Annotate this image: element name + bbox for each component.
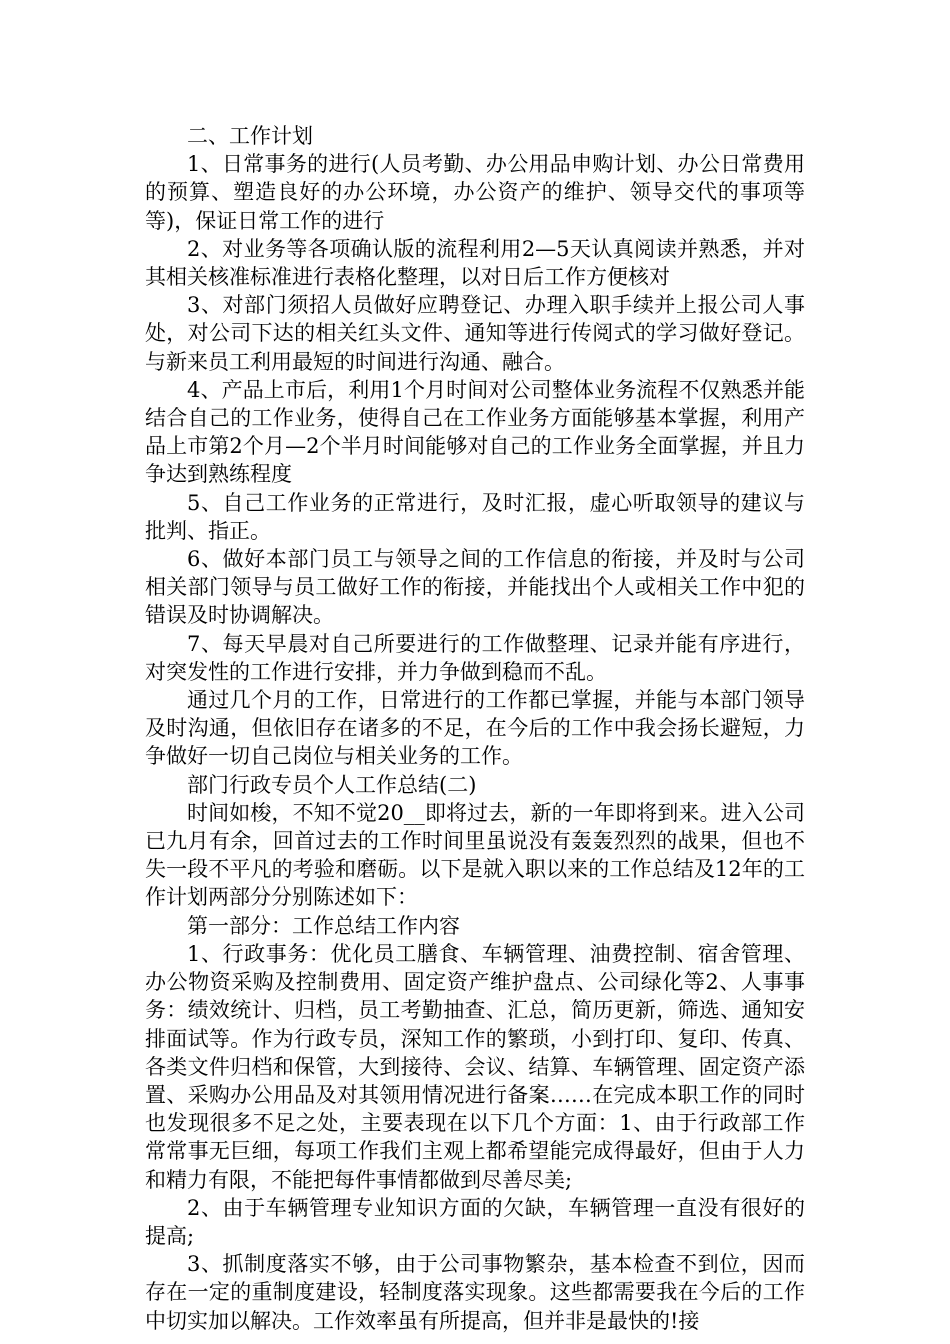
paragraph-plan-item-1: 1、日常事务的进行(人员考勤、办公用品申购计划、办公日常费用的预算、塑造良好的办公环境，办公资产的维护、领导交代的事项等等)，保证日常工作的进行: [145, 152, 805, 233]
paragraph-summary-intro: 时间如梭，不知不觉20__即将过去，新的一年即将到来。进入公司已九月有余，回首过去的工作时间里虽说没有轰轰烈烈的战果，但也不失一段不平凡的考验和磨砺。以下是就入职以来的工作总结及12年的工作计划两部分分别陈述如下：: [145, 800, 805, 910]
paragraph-plan-item-6: 6、做好本部门员工与领导之间的工作信息的衔接，并及时与公司相关部门领导与员工做好工作的衔接，并能找出个人或相关工作中犯的错误及时协调解决。: [145, 547, 805, 628]
paragraph-plan-conclusion: 通过几个月的工作，日常进行的工作都已掌握，并能与本部门领导及时沟通，但依旧存在诸多的不足，在今后的工作中我会扬长避短，力争做好一切自己岗位与相关业务的工作。: [145, 688, 805, 769]
paragraph-plan-item-2: 2、对业务等各项确认版的流程利用2—5天认真阅读并熟悉，并对其相关核准标准进行表格化整理，以对日后工作方便核对: [145, 236, 805, 290]
paragraph-plan-item-7: 7、每天早晨对自己所要进行的工作做整理、记录并能有序进行，对突发性的工作进行安排，并力争做到稳而不乱。: [145, 631, 805, 684]
paragraph-shortcoming-3: 3、抓制度落实不够，由于公司事物繁杂，基本检查不到位，因而存在一定的重制度建设，轻制度落实现象。这些都需要我在今后的工作中切实加以解决。工作效率虽有所提高，但并非是最快的!接: [145, 1252, 805, 1333]
paragraph-plan-item-3: 3、对部门须招人员做好应聘登记、办理入职手续并上报公司人事处，对公司下达的相关红头文件、通知等进行传阅式的学习做好登记。与新来员工利用最短的时间进行沟通、融合。: [145, 293, 805, 374]
section-heading-work-plan: 二、工作计划: [187, 124, 313, 148]
section-heading-part-one: 第一部分：工作总结工作内容: [187, 913, 460, 938]
paragraph-plan-item-5: 5、自己工作业务的正常进行，及时汇报，虚心听取领导的建议与批判、指正。: [145, 490, 805, 543]
paragraph-shortcoming-2: 2、由于车辆管理专业知识方面的欠缺，车辆管理一直没有很好的提高;: [145, 1195, 805, 1248]
document-body: [145, 122, 805, 1335]
paragraph-work-content: 1、行政事务：优化员工膳食、车辆管理、油费控制、宿舍管理、办公物资采购及控制费用、固定资产维护盘点、公司绿化等2、人事事务：绩效统计、归档，员工考勤抽查、汇总，简历更新，筛选、通知安排面试等。作为行政专员，深知工作的繁琐，小到打印、复印、传真、各类文件归档和保管，大到接待、会议、结算、车辆管理、固定资产添置、采购办公用品及对其领用情况进行备案……在完成本职工作的同时也发现很多不足之处，主要表现在以下几个方面：1、由于行政部工作常常事无巨细，每项工作我们主观上都希望能完成得最好，但由于人力和精力有限，不能把每件事情都做到尽善尽美;: [145, 941, 805, 1192]
section-heading-summary-two: 部门行政专员个人工作总结(二): [187, 772, 477, 797]
paragraph-plan-item-4: 4、产品上市后，利用1个月时间对公司整体业务流程不仅熟悉并能结合自己的工作业务，使得自己在工作业务方面能够基本掌握，利用产品上市第2个月—2个半月时间能够对自己的工作业务全面掌握，并且力争达到熟练程度: [145, 377, 805, 487]
